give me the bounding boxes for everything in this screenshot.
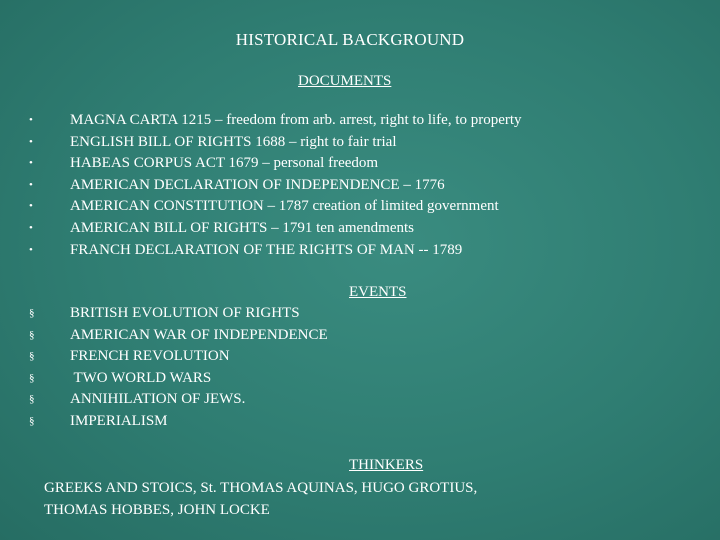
event-item-text: FRENCH REVOLUTION <box>70 348 230 365</box>
slide-title: HISTORICAL BACKGROUND <box>235 30 465 49</box>
section-sign-icon: § <box>29 307 35 319</box>
document-item-text: HABEAS CORPUS ACT 1679 – personal freedom <box>70 155 379 172</box>
event-item-text: BRITISH EVOLUTION OF RIGHTS <box>70 305 300 321</box>
event-item-text: TWO WORLD WARS <box>70 369 212 386</box>
bullet-icon: • <box>29 178 33 191</box>
bullet-icon: • <box>29 221 33 234</box>
event-item-text: AMERICAN WAR OF INDEPENDENCE <box>70 326 328 343</box>
document-item-text: AMERICAN DECLARATION OF INDEPENDENCE – 1776 <box>70 176 445 193</box>
bullet-icon: • <box>29 114 33 126</box>
event-item-text: ANNIHILATION OF JEWS. <box>70 391 246 408</box>
section-sign-icon: § <box>29 328 35 341</box>
section-sign-icon: § <box>29 393 35 406</box>
document-item-text: MAGNA CARTA 1215 – freedom from arb. arrest, right to life, to property <box>70 112 522 128</box>
section-sign-icon: § <box>29 371 35 384</box>
section-sign-icon: § <box>29 350 35 363</box>
thinkers-line: GREEKS AND STOICS, St. THOMAS AQUINAS, HUGO GROTIUS, <box>44 480 478 496</box>
document-item-text: FRANCH DECLARATION OF THE RIGHTS OF MAN -- 1789 <box>70 241 463 258</box>
bullet-icon: • <box>29 157 33 170</box>
document-item-text: AMERICAN CONSTITUTION – 1787 creation of limited government <box>70 198 499 215</box>
bullet-icon: • <box>29 200 33 213</box>
bullet-icon: • <box>29 135 33 148</box>
bullet-icon: • <box>29 243 33 256</box>
document-item-text: ENGLISH BILL OF RIGHTS 1688 – right to fair trial <box>70 133 397 150</box>
thinkers-line: THOMAS HOBBES, JOHN LOCKE <box>44 501 270 518</box>
event-item-text: IMPERIALISM <box>70 412 168 429</box>
thinkers-heading: THINKERS <box>349 457 424 473</box>
document-item-text: AMERICAN BILL OF RIGHTS – 1791 ten amendments <box>70 219 415 236</box>
thinkers-paragraph <box>44 478 644 521</box>
events-heading: EVENTS <box>349 284 407 300</box>
section-sign-icon: § <box>29 414 35 427</box>
documents-heading: DOCUMENTS <box>298 73 392 89</box>
